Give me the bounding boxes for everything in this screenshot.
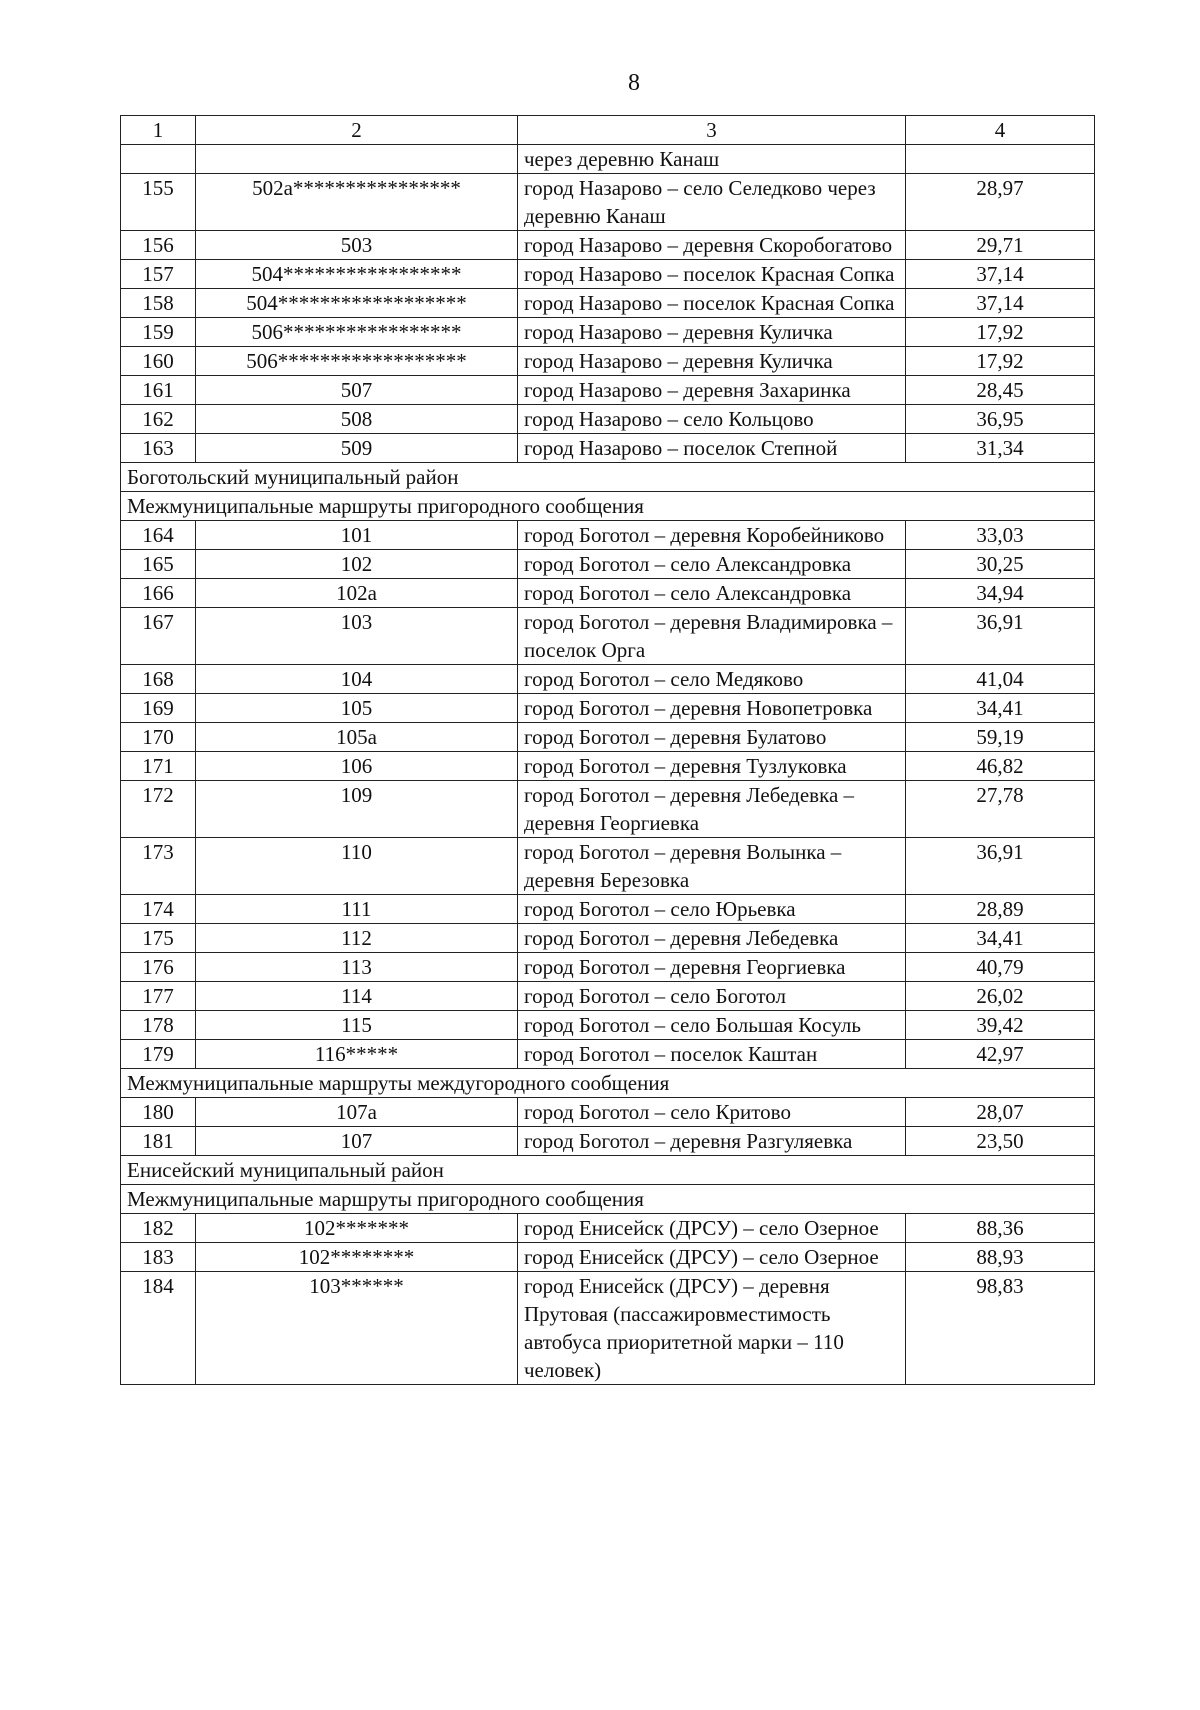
table-row <box>121 838 1095 895</box>
table-row <box>121 608 1095 665</box>
route-description-cell: через деревню Канаш <box>518 145 906 174</box>
row-number-cell: 164 <box>121 521 196 550</box>
route-number-cell: 114 <box>196 982 518 1011</box>
distance-value-cell: 27,78 <box>906 781 1095 838</box>
row-number-cell: 179 <box>121 1040 196 1069</box>
route-description-cell: город Назарово – поселок Степной <box>518 434 906 463</box>
row-number-cell: 184 <box>121 1272 196 1385</box>
distance-value-cell: 37,14 <box>906 260 1095 289</box>
route-description-cell: город Боготол – деревня Волынка – деревня Березовка <box>518 838 906 895</box>
row-number-cell: 157 <box>121 260 196 289</box>
table-row <box>121 1127 1095 1156</box>
row-number-cell: 182 <box>121 1214 196 1243</box>
table-row <box>121 924 1095 953</box>
column-header: 3 <box>518 116 906 145</box>
row-number-cell: 176 <box>121 953 196 982</box>
distance-value-cell: 34,94 <box>906 579 1095 608</box>
section-title: Межмуниципальные маршруты пригородного сообщения <box>121 492 1095 521</box>
distance-value-cell: 29,71 <box>906 231 1095 260</box>
section-row <box>121 1156 1095 1185</box>
route-description-cell: город Боготол – деревня Георгиевка <box>518 953 906 982</box>
row-number-cell: 158 <box>121 289 196 318</box>
table-row <box>121 665 1095 694</box>
route-description-cell: город Енисейск (ДРСУ) – деревня Прутовая (пассажировместимость автобуса приоритетной марки – 110 человек) <box>518 1272 906 1385</box>
row-number-cell: 181 <box>121 1127 196 1156</box>
distance-value-cell: 23,50 <box>906 1127 1095 1156</box>
route-number-cell: 105а <box>196 723 518 752</box>
table-row <box>121 982 1095 1011</box>
row-number-cell: 173 <box>121 838 196 895</box>
route-number-cell: 102******* <box>196 1214 518 1243</box>
route-number-cell: 107а <box>196 1098 518 1127</box>
distance-value-cell: 17,92 <box>906 318 1095 347</box>
route-number-cell: 110 <box>196 838 518 895</box>
row-number-cell: 177 <box>121 982 196 1011</box>
distance-value-cell: 98,83 <box>906 1272 1095 1385</box>
route-description-cell: город Боготол – деревня Разгуляевка <box>518 1127 906 1156</box>
route-description-cell: город Назарово – поселок Красная Сопка <box>518 260 906 289</box>
column-header: 2 <box>196 116 518 145</box>
table-row <box>121 1098 1095 1127</box>
route-description-cell: город Боготол – село Критово <box>518 1098 906 1127</box>
table-row <box>121 260 1095 289</box>
routes-table-body <box>121 116 1095 1385</box>
row-number-cell: 167 <box>121 608 196 665</box>
distance-value-cell: 88,93 <box>906 1243 1095 1272</box>
route-number-cell: 113 <box>196 953 518 982</box>
table-row <box>121 953 1095 982</box>
distance-value-cell: 28,89 <box>906 895 1095 924</box>
route-number-cell: 502а**************** <box>196 174 518 231</box>
route-description-cell: город Боготол – село Юрьевка <box>518 895 906 924</box>
route-description-cell: город Назарово – деревня Скоробогатово <box>518 231 906 260</box>
table-row <box>121 376 1095 405</box>
row-number-cell: 180 <box>121 1098 196 1127</box>
route-description-cell: город Назарово – деревня Куличка <box>518 318 906 347</box>
section-row <box>121 492 1095 521</box>
distance-value-cell: 17,92 <box>906 347 1095 376</box>
table-row <box>121 521 1095 550</box>
table-row <box>121 781 1095 838</box>
route-description-cell: город Боготол – деревня Лебедевка – деревня Георгиевка <box>518 781 906 838</box>
table-row <box>121 174 1095 231</box>
route-number-cell: 504****************** <box>196 289 518 318</box>
route-number-cell: 103 <box>196 608 518 665</box>
distance-value-cell: 59,19 <box>906 723 1095 752</box>
route-description-cell: город Боготол – село Александровка <box>518 579 906 608</box>
route-number-cell: 101 <box>196 521 518 550</box>
distance-value-cell: 46,82 <box>906 752 1095 781</box>
table-row <box>121 694 1095 723</box>
table-row <box>121 434 1095 463</box>
distance-value-cell: 30,25 <box>906 550 1095 579</box>
table-row <box>121 752 1095 781</box>
route-number-cell: 106 <box>196 752 518 781</box>
distance-value-cell: 26,02 <box>906 982 1095 1011</box>
row-number-cell: 174 <box>121 895 196 924</box>
route-description-cell: город Боготол – село Александровка <box>518 550 906 579</box>
row-number-cell: 172 <box>121 781 196 838</box>
route-description-cell: город Енисейск (ДРСУ) – село Озерное <box>518 1243 906 1272</box>
table-header-row <box>121 116 1095 145</box>
distance-value-cell: 37,14 <box>906 289 1095 318</box>
distance-value-cell <box>906 145 1095 174</box>
route-description-cell: город Назарово – деревня Куличка <box>518 347 906 376</box>
table-row <box>121 231 1095 260</box>
distance-value-cell: 40,79 <box>906 953 1095 982</box>
route-number-cell: 115 <box>196 1011 518 1040</box>
distance-value-cell: 31,34 <box>906 434 1095 463</box>
section-title: Межмуниципальные маршруты междугородного сообщения <box>121 1069 1095 1098</box>
row-number-cell: 178 <box>121 1011 196 1040</box>
distance-value-cell: 88,36 <box>906 1214 1095 1243</box>
row-number-cell: 169 <box>121 694 196 723</box>
route-description-cell: город Назарово – село Селедково через деревню Канаш <box>518 174 906 231</box>
section-title: Енисейский муниципальный район <box>121 1156 1095 1185</box>
route-number-cell: 102 <box>196 550 518 579</box>
distance-value-cell: 36,91 <box>906 838 1095 895</box>
route-number-cell: 509 <box>196 434 518 463</box>
route-description-cell: город Енисейск (ДРСУ) – село Озерное <box>518 1214 906 1243</box>
section-title: Межмуниципальные маршруты пригородного сообщения <box>121 1185 1095 1214</box>
section-row <box>121 463 1095 492</box>
route-number-cell: 103****** <box>196 1272 518 1385</box>
table-row <box>121 895 1095 924</box>
route-description-cell: город Боготол – поселок Каштан <box>518 1040 906 1069</box>
table-row <box>121 347 1095 376</box>
row-number-cell: 168 <box>121 665 196 694</box>
distance-value-cell: 36,95 <box>906 405 1095 434</box>
route-number-cell: 503 <box>196 231 518 260</box>
route-description-cell: город Боготол – деревня Владимировка – поселок Орга <box>518 608 906 665</box>
route-description-cell: город Боготол – село Медяково <box>518 665 906 694</box>
table-row <box>121 579 1095 608</box>
table-row <box>121 1011 1095 1040</box>
table-row <box>121 318 1095 347</box>
section-row <box>121 1185 1095 1214</box>
distance-value-cell: 28,97 <box>906 174 1095 231</box>
table-row <box>121 1243 1095 1272</box>
distance-value-cell: 28,45 <box>906 376 1095 405</box>
row-number-cell: 170 <box>121 723 196 752</box>
route-description-cell: город Назарово – село Кольцово <box>518 405 906 434</box>
column-header: 1 <box>121 116 196 145</box>
route-number-cell: 507 <box>196 376 518 405</box>
route-description-cell: город Боготол – деревня Тузлуковка <box>518 752 906 781</box>
routes-table <box>120 115 1095 1385</box>
row-number-cell: 159 <box>121 318 196 347</box>
row-number-cell: 155 <box>121 174 196 231</box>
row-number-cell: 163 <box>121 434 196 463</box>
route-number-cell: 102а <box>196 579 518 608</box>
route-number-cell: 112 <box>196 924 518 953</box>
distance-value-cell: 28,07 <box>906 1098 1095 1127</box>
route-number-cell: 111 <box>196 895 518 924</box>
table-row <box>121 1272 1095 1385</box>
table-row <box>121 723 1095 752</box>
table-row <box>121 405 1095 434</box>
route-number-cell: 109 <box>196 781 518 838</box>
route-number-cell: 504***************** <box>196 260 518 289</box>
row-number-cell: 171 <box>121 752 196 781</box>
row-number-cell: 161 <box>121 376 196 405</box>
route-number-cell: 107 <box>196 1127 518 1156</box>
route-description-cell: город Боготол – деревня Новопетровка <box>518 694 906 723</box>
row-number-cell: 162 <box>121 405 196 434</box>
route-number-cell: 506****************** <box>196 347 518 376</box>
route-description-cell: город Назарово – деревня Захаринка <box>518 376 906 405</box>
route-description-cell: город Боготол – село Большая Косуль <box>518 1011 906 1040</box>
row-number-cell <box>121 145 196 174</box>
row-number-cell: 165 <box>121 550 196 579</box>
route-number-cell: 104 <box>196 665 518 694</box>
route-description-cell: город Боготол – деревня Лебедевка <box>518 924 906 953</box>
row-number-cell: 156 <box>121 231 196 260</box>
route-description-cell: город Боготол – село Боготол <box>518 982 906 1011</box>
section-title: Боготольский муниципальный район <box>121 463 1095 492</box>
route-description-cell: город Боготол – деревня Коробейниково <box>518 521 906 550</box>
table-row <box>121 145 1095 174</box>
table-row <box>121 550 1095 579</box>
page-number: 8 <box>628 70 640 96</box>
route-number-cell <box>196 145 518 174</box>
distance-value-cell: 42,97 <box>906 1040 1095 1069</box>
route-number-cell: 102******** <box>196 1243 518 1272</box>
route-number-cell: 116***** <box>196 1040 518 1069</box>
row-number-cell: 175 <box>121 924 196 953</box>
distance-value-cell: 39,42 <box>906 1011 1095 1040</box>
row-number-cell: 166 <box>121 579 196 608</box>
route-description-cell: город Назарово – поселок Красная Сопка <box>518 289 906 318</box>
row-number-cell: 160 <box>121 347 196 376</box>
route-number-cell: 508 <box>196 405 518 434</box>
distance-value-cell: 36,91 <box>906 608 1095 665</box>
table-row <box>121 1214 1095 1243</box>
route-number-cell: 506***************** <box>196 318 518 347</box>
section-row <box>121 1069 1095 1098</box>
table-row <box>121 289 1095 318</box>
row-number-cell: 183 <box>121 1243 196 1272</box>
distance-value-cell: 41,04 <box>906 665 1095 694</box>
distance-value-cell: 34,41 <box>906 924 1095 953</box>
table-row <box>121 1040 1095 1069</box>
distance-value-cell: 34,41 <box>906 694 1095 723</box>
route-number-cell: 105 <box>196 694 518 723</box>
column-header: 4 <box>906 116 1095 145</box>
distance-value-cell: 33,03 <box>906 521 1095 550</box>
route-description-cell: город Боготол – деревня Булатово <box>518 723 906 752</box>
